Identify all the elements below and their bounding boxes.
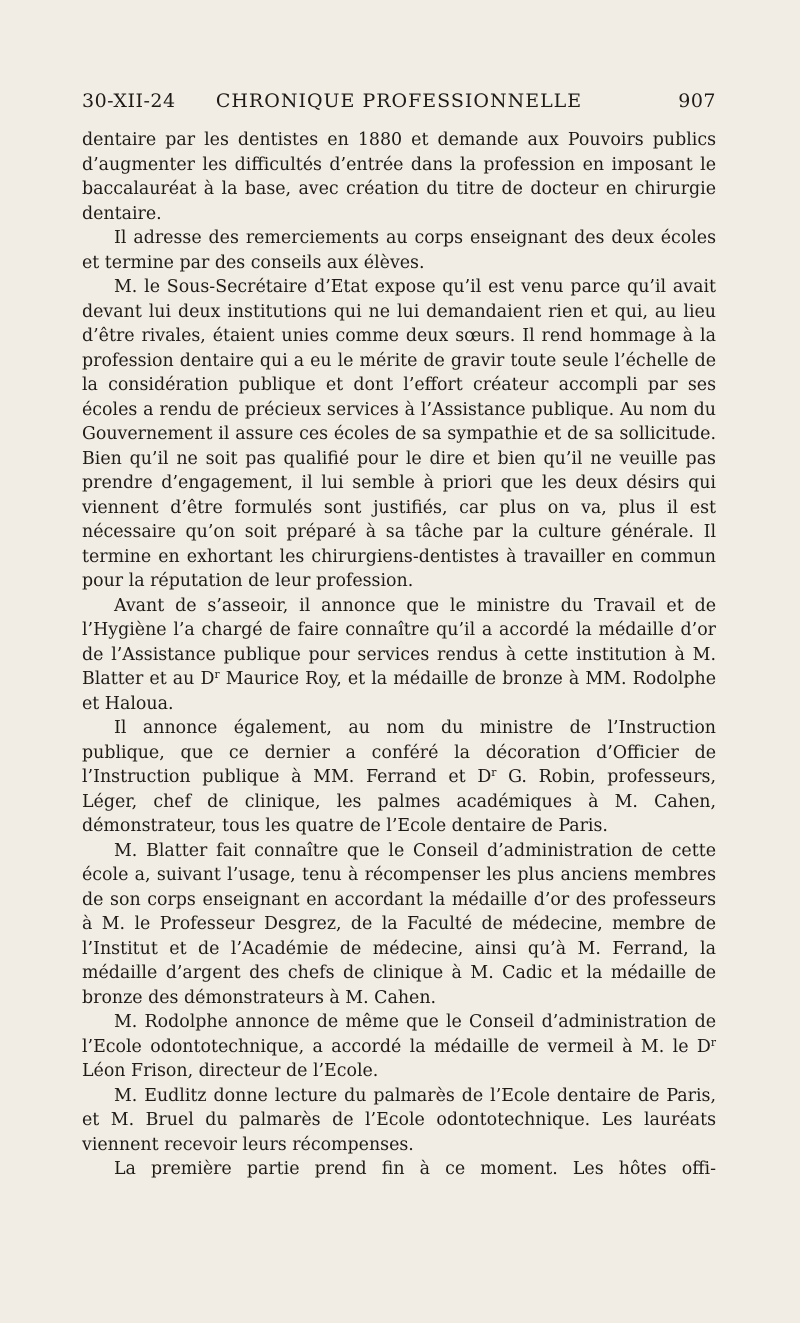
header-date: 30-XII-24 xyxy=(82,90,176,112)
paragraph-6: M. Blatter fait connaître que le Conseil d’administration de cette école a, suivant l’usage, tenu à récompenser les plus anciens membres de son corps enseignant en accordant la médaille d’or des professeurs à M. le Professeur Desgrez, de la Faculté de médecine, membre de l’Institut et de l’Académie de médecine, ainsi qu’à M. Ferrand, la médaille d’argent des chefs de clinique à M. Cadic et la médaille de bronze des démonstrateurs à M. Cahen. xyxy=(82,840,716,1008)
paragraph-1: dentaire par les dentistes en 1880 et demande aux Pouvoirs publics d’augmenter les difficultés d’entrée dans la profession en imposant le baccalauréat à la base, avec création du titre de docteur en chirurgie dentaire. xyxy=(82,130,716,224)
header-title: CHRONIQUE PROFESSIONNELLE xyxy=(215,90,583,112)
doctor-abbrev-sup: r xyxy=(491,766,497,780)
paragraph-8: M. Eudlitz donne lecture du palmarès de l’Ecole dentaire de Paris, et M. Bruel du palmarès de l’Ecole odontotechnique. Les lauréats viennent recevoir leurs récompenses. xyxy=(82,1085,716,1155)
paragraph-2: Il adresse des remerciements au corps enseignant des deux écoles et termine par des conseils aux élèves. xyxy=(82,228,716,273)
doctor-abbrev-sup: r xyxy=(214,668,220,682)
paragraph-7 xyxy=(82,1010,716,1084)
paragraph-4-text-a: Avant de s’asseoir, il annonce que le ministre du Travail et de l’Hygiène l’a chargé de faire connaître qu’il a accordé la médaille d’or de l’Assistance publique pour services rendus à cette institution à M. Blatter et au D xyxy=(82,595,716,689)
paragraph-9: La première partie prend fin à ce moment. Les hôtes offi- xyxy=(114,1159,716,1179)
page-number: 907 xyxy=(678,90,716,112)
paragraph-5-text-b: G. Robin, professeurs, Léger, chef de clinique, les palmes académiques à M. Cahen, démonstrateur, tous les quatre de l’Ecole dentaire de Paris. xyxy=(82,767,716,836)
paragraph-7-text-b: Léon Frison, directeur de l’Ecole. xyxy=(82,1061,379,1081)
paragraph-5-text-a: Il annonce également, au nom du ministre de l’Instruction publique, que ce dernier a conféré la décoration d’Officier de l’Instruction publique à MM. Ferrand et D xyxy=(82,718,716,787)
running-header xyxy=(82,86,716,116)
article-body xyxy=(82,128,716,1182)
paragraph-3: M. le Sous-Secrétaire d’Etat expose qu’il est venu parce qu’il avait devant lui deux institutions qui ne lui demandaient rien et qui, au lieu d’être rivales, étaient unies comme deux sœurs. Il rend hommage à la profession dentaire qui a eu le mérite de gravir toute seule l’échelle de la considération publique et dont l’effort créateur accompli par ses écoles a rendu de précieux services à l’Assistance publique. Au nom du Gouvernement il assure ces écoles de sa sympathie et de sa sollicitude. Bien qu’il ne soit pas qualifié pour le dire et bien qu’il ne veuille pas prendre d’engagement, il lui semble à priori que les deux désirs qui viennent d’être formulés sont justifiés, car plus on va, plus il est nécessaire qu’on soit préparé à sa tâche par la culture générale. Il termine en exhortant les chirurgiens-dentistes à travailler en commun pour la réputation de leur profession. xyxy=(82,277,716,591)
paragraph-7-text-a: M. Rodolphe annonce de même que le Conseil d’administration de l’Ecole odontotechnique, a accordé la médaille de vermeil à M. le D xyxy=(82,1012,716,1057)
paragraph-4-text-b: Maurice Roy, et la médaille de bronze à MM. Rodolphe et Haloua. xyxy=(82,669,717,714)
doctor-abbrev-sup: r xyxy=(710,1035,716,1049)
paragraph-4 xyxy=(82,594,716,717)
paragraph-5 xyxy=(82,716,716,839)
